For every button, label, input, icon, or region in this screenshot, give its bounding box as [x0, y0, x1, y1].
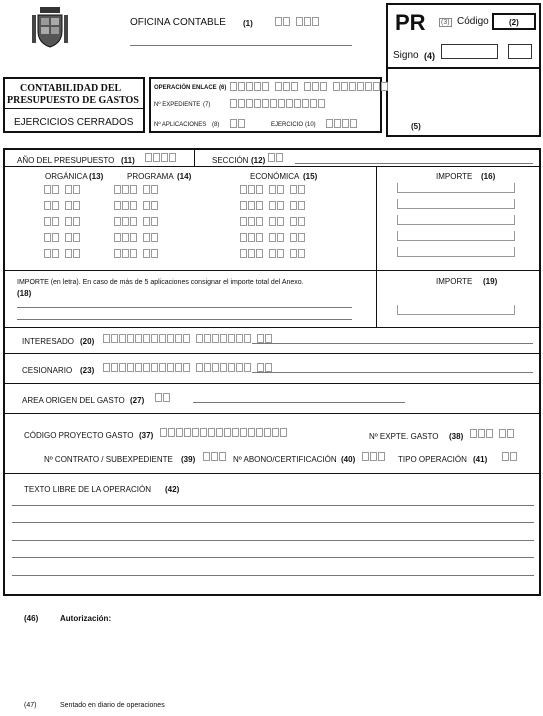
organica-label: ORGÁNICA [45, 172, 88, 181]
codigo-num: (2) [509, 18, 519, 27]
codigo-proyecto-label: CÓDIGO PROYECTO GASTO [24, 431, 134, 440]
programa-input[interactable] [114, 217, 158, 226]
organica-input[interactable] [44, 233, 80, 242]
box5-num: (5) [411, 122, 421, 131]
signo-input-2[interactable] [508, 44, 532, 59]
expte-gasto-num: (38) [449, 432, 464, 441]
diario-label: Sentado en diario de operaciones [60, 702, 165, 709]
seccion-input[interactable] [268, 153, 283, 162]
pr-num: (3) [441, 19, 450, 26]
title-line3: EJERCICIOS CERRADOS [14, 117, 134, 128]
tipo-operacion-num: (41) [473, 455, 488, 464]
ano-num: (11) [121, 156, 135, 165]
ejercicio-num: (10) [305, 122, 316, 128]
area-label: AREA ORIGEN DEL GASTO [22, 396, 125, 405]
cesionario-num: (23) [80, 366, 95, 375]
importe-row-input[interactable] [397, 247, 515, 257]
economica-label: ECONÓMICA [250, 172, 300, 181]
importe-letra-label: IMPORTE (en letra). En caso de más de 5 aplicaciones consignar el importe total del Anexo. [17, 279, 304, 286]
interesado-label: INTERESADO [22, 337, 75, 346]
economica-input[interactable] [240, 201, 305, 210]
aplicaciones-num: (8) [212, 122, 220, 128]
programa-input[interactable] [114, 201, 158, 210]
interesado-input[interactable] [103, 334, 272, 343]
programa-input[interactable] [114, 233, 158, 242]
tipo-operacion-input[interactable] [502, 452, 517, 461]
texto-libre-label: TEXTO LIBRE DE LA OPERACIÓN [24, 485, 151, 494]
organica-num: (13) [89, 172, 104, 181]
signo-label: Signo [393, 50, 419, 61]
coat-of-arms-icon [30, 5, 70, 51]
programa-label: PROGRAMA [127, 172, 174, 181]
expte-gasto-input[interactable] [470, 429, 514, 438]
ano-input[interactable] [145, 153, 176, 162]
office-num: (1) [243, 19, 253, 28]
expediente-num: (7) [203, 102, 211, 108]
signo-input[interactable] [441, 44, 498, 59]
programa-num: (14) [177, 172, 192, 181]
aplicaciones-input[interactable] [230, 119, 245, 128]
diario-num: (47) [24, 702, 37, 709]
importe-total-num: (19) [483, 277, 498, 286]
economica-input[interactable] [240, 217, 305, 226]
importe-row-input[interactable] [397, 231, 515, 241]
expediente-label: Nº EXPEDIENTE [154, 102, 201, 108]
seccion-label: SECCIÓN [212, 156, 249, 165]
programa-input[interactable] [114, 249, 158, 258]
office-label: OFICINA CONTABLE [130, 17, 226, 28]
tipo-operacion-label: TIPO OPERACIÓN [398, 455, 467, 464]
autorizacion-label: Autorización: [60, 614, 112, 623]
ano-label: AÑO DEL PRESUPUESTO [17, 156, 115, 165]
pr-code: PR [395, 10, 426, 35]
importe-row-input[interactable] [397, 215, 515, 225]
area-input[interactable] [155, 393, 170, 402]
contrato-num: (39) [181, 455, 196, 464]
organica-input[interactable] [44, 185, 80, 194]
economica-input[interactable] [240, 249, 305, 258]
programa-input[interactable] [114, 185, 158, 194]
expte-gasto-label: Nº EXPTE. GASTO [369, 432, 439, 441]
autorizacion-num: (46) [24, 614, 39, 623]
ejercicio-label: EJERCICIO [271, 122, 304, 128]
aplicaciones-label: Nº APLICACIONES [154, 122, 207, 128]
contrato-input[interactable] [203, 452, 226, 461]
cesionario-label: CESIONARIO [22, 366, 73, 375]
title-line2: PRESUPUESTO DE GASTOS [7, 95, 139, 106]
importe-num: (16) [481, 172, 496, 181]
signo-num: (4) [424, 51, 435, 61]
contrato-label: Nº CONTRATO / SUBEXPEDIENTE [44, 455, 173, 464]
importe-label: IMPORTE [436, 172, 473, 181]
importe-total-input[interactable] [397, 305, 515, 315]
cesionario-input[interactable] [103, 363, 272, 372]
expediente-input[interactable] [230, 99, 325, 108]
organica-input[interactable] [44, 249, 80, 258]
organica-input[interactable] [44, 217, 80, 226]
economica-num: (15) [303, 172, 318, 181]
organica-input[interactable] [44, 201, 80, 210]
economica-input[interactable] [240, 233, 305, 242]
codigo-proyecto-input[interactable] [160, 428, 287, 437]
seccion-num: (12) [251, 156, 266, 165]
abono-label: Nº ABONO/CERTIFICACIÓN [233, 455, 337, 464]
importe-row-input[interactable] [397, 199, 515, 209]
importe-row-input[interactable] [397, 183, 515, 193]
office-input[interactable] [275, 17, 319, 26]
abono-num: (40) [341, 455, 356, 464]
area-num: (27) [130, 396, 145, 405]
texto-libre-num: (42) [165, 485, 180, 494]
abono-input[interactable] [362, 452, 385, 461]
interesado-num: (20) [80, 337, 95, 346]
importe-letra-num: (18) [17, 289, 32, 298]
codigo-proyecto-num: (37) [139, 431, 154, 440]
codigo-label: Código [457, 16, 489, 27]
importe-total-label: IMPORTE [436, 277, 473, 286]
enlace-label: OPERACIÓN ENLACE [154, 85, 217, 91]
economica-input[interactable] [240, 185, 305, 194]
enlace-num: (6) [219, 85, 227, 91]
enlace-input[interactable] [230, 82, 388, 91]
ejercicio-input[interactable] [326, 119, 357, 128]
title-line1: CONTABILIDAD DEL [20, 83, 122, 94]
